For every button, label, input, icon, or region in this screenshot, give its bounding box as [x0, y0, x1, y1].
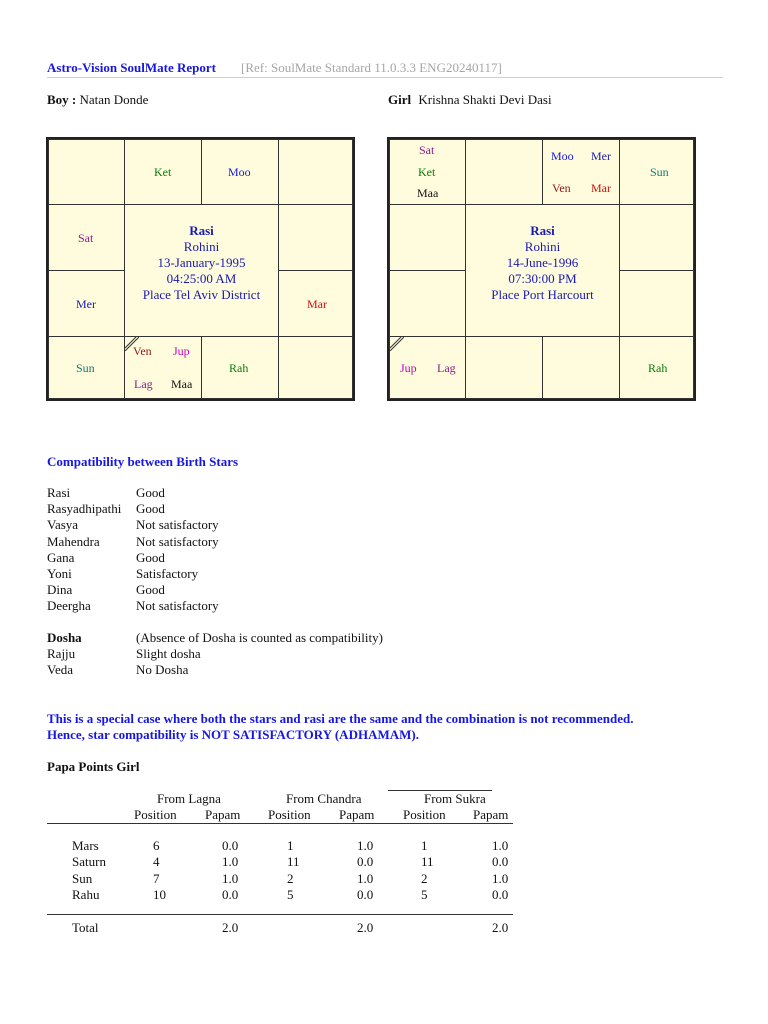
papa-position-cell: 5: [421, 886, 428, 902]
boy-moo: Moo: [228, 165, 251, 179]
girl-maa: Maa: [417, 186, 439, 200]
compat-factor-value: Good: [136, 549, 165, 565]
boy-house-6: [278, 270, 353, 337]
boy-house-3: [201, 139, 279, 205]
girl-line: [388, 92, 552, 108]
papa-group-sukra: From Sukra: [424, 791, 486, 806]
girl-chart-center: [465, 204, 620, 337]
papa-planet: Rahu: [72, 886, 100, 902]
papa-position-cell: 10: [153, 886, 166, 902]
girl-house-5: [619, 204, 694, 271]
compat-factor-value: Good: [136, 582, 165, 598]
papa-position-cell: 11: [421, 854, 434, 870]
girl-lag: Lag: [437, 361, 456, 375]
papa-total-rule: [47, 914, 513, 915]
compat-factor-name: Deergha: [47, 598, 91, 614]
girl-rasi-chart: [387, 137, 696, 401]
dosha-heading: Dosha: [47, 630, 82, 645]
boy-rasi-chart: [46, 137, 355, 401]
boy-mer: Mer: [76, 297, 96, 311]
compat-factor-name: Rasi: [47, 485, 71, 500]
verdict-line-1: This is a special case where both the stars and rasi are the same and the combination is not recommended.: [47, 711, 634, 726]
papa-position-cell: 2: [421, 870, 428, 886]
boy-house-9-lagna: [124, 336, 202, 399]
boy-house-2: [124, 139, 202, 205]
boy-line: [47, 92, 148, 108]
compat-heading: Compatibility between Birth Stars: [47, 454, 239, 469]
papa-papam-cell: 0.0: [357, 886, 374, 902]
compat-factor-value: Good: [136, 501, 165, 517]
boy-label: Boy :: [47, 92, 77, 107]
papa-position-cell: 1: [287, 838, 294, 853]
boy-birth-place: Place Tel Aviv District: [142, 287, 261, 302]
papa-planet: Sun: [72, 870, 93, 886]
papa-papam-cell: 1.0: [222, 870, 239, 886]
boy-birth-date: 13-January-1995: [157, 255, 246, 270]
report-title: Astro-Vision SoulMate Report: [47, 60, 216, 75]
dosha-name: Rajju: [47, 646, 76, 661]
compat-factor-name: Vasya: [47, 517, 79, 533]
girl-house-1: [389, 139, 466, 205]
compat-factor-value: Not satisfactory: [136, 533, 219, 549]
compat-factor-value: Satisfactory: [136, 566, 199, 581]
papa-col-papam: Papam: [473, 807, 509, 822]
papa-col-position: Position: [268, 807, 311, 822]
papa-planet: Mars: [72, 838, 99, 853]
compat-factor-name: Mahendra: [47, 533, 100, 549]
papa-group-lagna: From Lagna: [157, 791, 221, 806]
boy-house-4: [278, 139, 353, 205]
verdict-line-2: Hence, star compatibility is NOT SATISFACTORY (ADHAMAM).: [47, 727, 419, 742]
girl-star: Rohini: [524, 239, 561, 254]
papa-papam-cell: 0.0: [492, 854, 509, 870]
dosha-value: Slight dosha: [136, 646, 201, 661]
papa-total-lagna: 2.0: [222, 920, 239, 935]
girl-sun: Sun: [650, 165, 669, 179]
girl-name: Krishna Shakti Devi Dasi: [418, 92, 552, 107]
boy-jup: Jup: [173, 344, 190, 358]
girl-house-6: [619, 270, 694, 337]
papa-papam-cell: 1.0: [222, 854, 239, 870]
girl-sat: Sat: [419, 143, 435, 157]
papa-position-cell: 4: [153, 854, 160, 870]
girl-label: Girl: [388, 92, 412, 107]
papa-position-cell: 2: [287, 870, 294, 886]
papa-papam-cell: 1.0: [357, 870, 374, 886]
papa-position-cell: 1: [421, 838, 428, 853]
dosha-note: (Absence of Dosha is counted as compatibility): [136, 630, 383, 645]
papa-position-cell: 11: [287, 854, 300, 870]
compat-factor-name: Gana: [47, 549, 75, 565]
boy-chart-title: Rasi: [189, 223, 214, 238]
papa-papam-cell: 0.0: [222, 886, 239, 902]
boy-ven: Ven: [133, 344, 152, 358]
papa-heading: Papa Points Girl: [47, 759, 140, 774]
report-ref: [Ref: SoulMate Standard 11.0.3.3 ENG20240117]: [241, 60, 502, 75]
boy-star: Rohini: [183, 239, 220, 254]
boy-mar: Mar: [307, 297, 327, 311]
boy-rah: Rah: [229, 361, 249, 375]
girl-moo: Moo: [551, 149, 574, 163]
girl-birth-place: Place Port Harcourt: [491, 287, 594, 302]
girl-ven: Ven: [552, 181, 571, 195]
papa-papam-cell: 0.0: [222, 838, 239, 853]
papa-total-chandra: 2.0: [357, 920, 374, 935]
girl-rah: Rah: [648, 361, 668, 375]
papa-papam-cell: 1.0: [357, 838, 374, 853]
boy-chart-center: [124, 204, 279, 337]
papa-total-label: Total: [72, 920, 99, 935]
boy-name: Natan Donde: [79, 92, 149, 107]
girl-mar: Mar: [591, 181, 611, 195]
boy-house-12: [48, 204, 125, 271]
girl-mer: Mer: [591, 149, 611, 163]
papa-planet: Saturn: [72, 854, 106, 870]
girl-birth-time: 07:30:00 PM: [508, 271, 577, 286]
girl-house-7: [619, 336, 694, 399]
boy-sun: Sun: [76, 361, 95, 375]
header-divider: [47, 77, 723, 78]
compat-factor-value: Not satisfactory: [136, 517, 219, 533]
papa-papam-cell: 1.0: [492, 870, 509, 886]
girl-chart-title: Rasi: [530, 223, 555, 238]
girl-house-9: [465, 336, 543, 399]
compat-factor-name: Rasyadhipathi: [47, 501, 122, 517]
girl-jup: Jup: [400, 361, 417, 375]
papa-total-sukra: 2.0: [492, 920, 509, 935]
boy-house-10: [48, 336, 125, 399]
papa-group-chandra: From Chandra: [286, 791, 362, 806]
lagna-marker-icon: [390, 337, 404, 351]
papa-col-papam: Papam: [339, 807, 375, 822]
girl-house-10-lagna: [389, 336, 466, 399]
boy-house-1: [48, 139, 125, 205]
papa-position-cell: 5: [287, 886, 294, 902]
boy-sat: Sat: [78, 231, 94, 245]
boy-ket: Ket: [154, 165, 172, 179]
boy-house-11: [48, 270, 125, 337]
boy-birth-time: 04:25:00 AM: [166, 271, 237, 286]
girl-house-4: [619, 139, 694, 205]
boy-house-5: [278, 204, 353, 271]
papa-col-position: Position: [403, 807, 446, 822]
girl-house-12: [389, 204, 466, 271]
papa-position-cell: 7: [153, 870, 160, 886]
boy-maa: Maa: [171, 377, 193, 391]
girl-birth-date: 14-June-1996: [506, 255, 579, 270]
girl-house-8: [542, 336, 620, 399]
compat-factor-value: Not satisfactory: [136, 598, 219, 614]
papa-papam-cell: 0.0: [357, 854, 374, 870]
girl-house-11: [389, 270, 466, 337]
compat-factor-value: Good: [136, 485, 165, 500]
boy-house-8: [201, 336, 279, 399]
girl-house-2: [465, 139, 543, 205]
dosha-value: No Dosha: [136, 662, 189, 678]
papa-papam-cell: 0.0: [492, 886, 509, 902]
compat-factor-name: Yoni: [47, 566, 72, 581]
papa-position-cell: 6: [153, 838, 160, 853]
girl-house-3: [542, 139, 620, 205]
papa-col-position: Position: [134, 807, 177, 822]
papa-papam-cell: 1.0: [492, 838, 509, 853]
boy-house-7: [278, 336, 353, 399]
papa-header-rule: [47, 823, 513, 824]
dosha-name: Veda: [47, 662, 73, 678]
girl-ket: Ket: [418, 165, 436, 179]
compat-factor-name: Dina: [47, 582, 73, 598]
boy-lag: Lag: [134, 377, 153, 391]
papa-col-papam: Papam: [205, 807, 241, 822]
